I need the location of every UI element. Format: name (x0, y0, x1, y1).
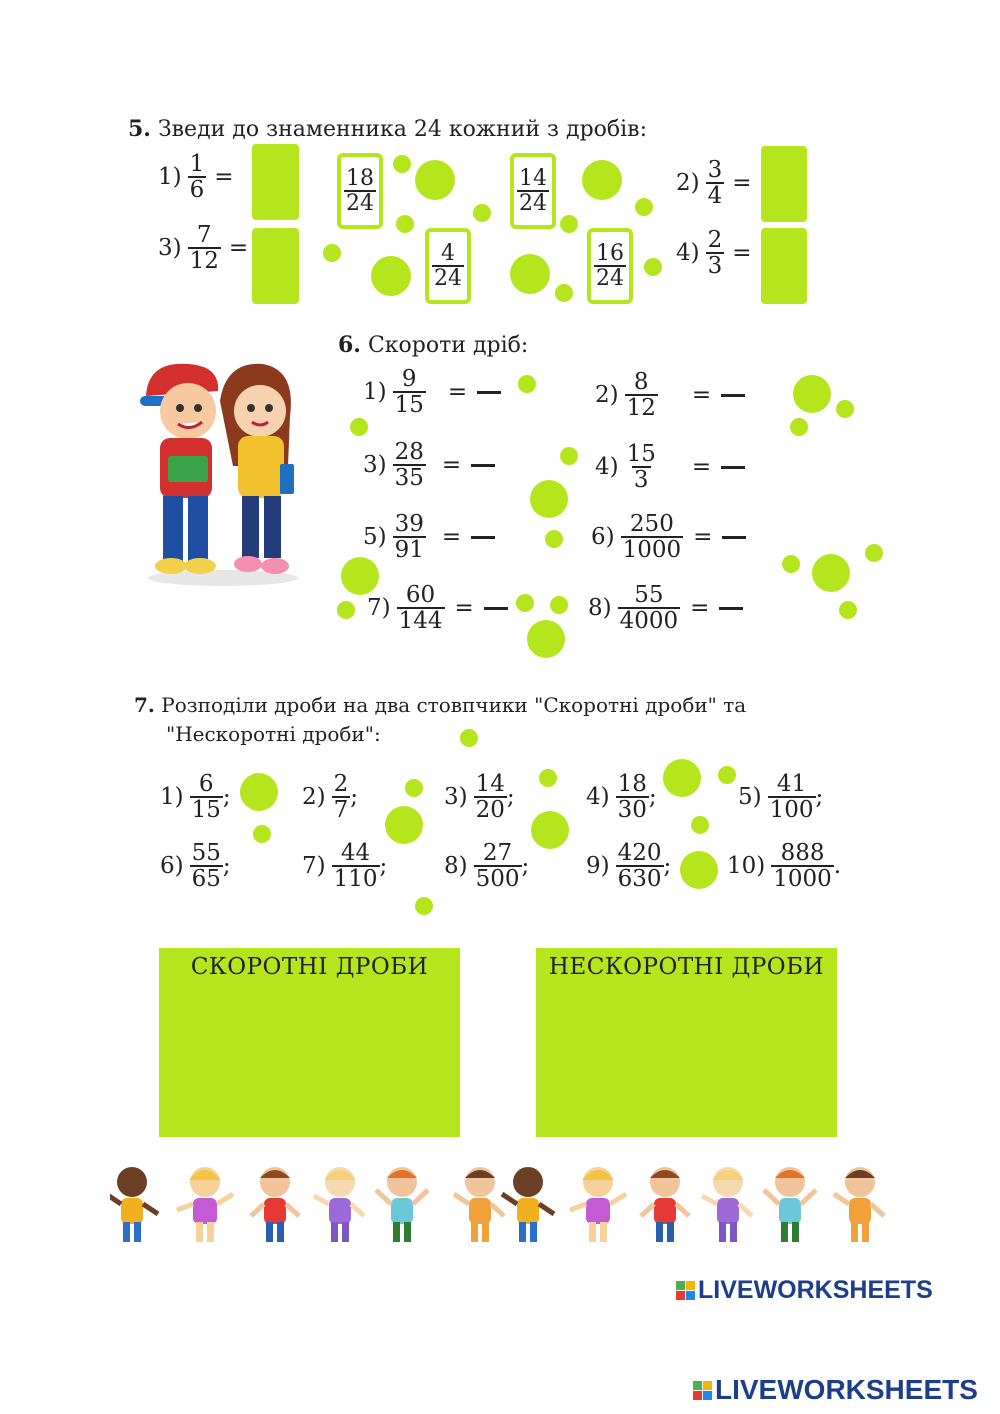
denominator: 24 (596, 266, 624, 291)
numerator: 55 (191, 840, 221, 866)
task6-item-5 (363, 512, 495, 562)
decor-dot (460, 729, 478, 747)
denominator: 15 (394, 392, 424, 419)
numerator: 14 (475, 771, 505, 797)
denominator: 30 (617, 797, 647, 824)
denominator: 6 (189, 177, 205, 204)
task6-item-8 (588, 583, 743, 633)
kids-illustration (138, 356, 308, 588)
decor-dot (473, 204, 491, 222)
denominator: 35 (394, 465, 424, 492)
separator: ; (648, 784, 657, 811)
task6-item-4 (595, 442, 745, 492)
task7-number: 7. (134, 693, 155, 717)
denominator: 1000 (773, 866, 832, 893)
denominator: 100 (769, 797, 814, 824)
decor-dot (550, 596, 568, 614)
denominator: 7 (333, 797, 349, 824)
item-label: 3) (158, 235, 182, 262)
logo-mark-icon (676, 1281, 695, 1300)
decor-dot (253, 825, 271, 843)
answer-blank[interactable] (477, 391, 501, 394)
denominator: 24 (346, 191, 374, 216)
numerator: 250 (629, 511, 674, 537)
equals-sign: = (441, 524, 462, 551)
denominator: 1000 (622, 537, 682, 564)
decor-dot (530, 480, 568, 518)
decor-dot (385, 806, 423, 844)
task7-item-8[interactable] (444, 841, 529, 891)
numerator: 60 (405, 582, 436, 608)
fraction (616, 841, 664, 891)
decor-dot (415, 897, 433, 915)
denominator: 3 (707, 253, 723, 280)
task7-item-10[interactable] (727, 841, 841, 891)
numerator: 888 (780, 840, 825, 866)
numerator: 8 (633, 369, 649, 395)
logo-text: LIVEWORKSHEETS (715, 1374, 978, 1405)
decor-dot (510, 254, 550, 294)
item-label: 6) (160, 853, 184, 880)
drop-zone-irreducible[interactable] (536, 948, 837, 1137)
answer-blank[interactable] (721, 394, 745, 397)
denominator: 20 (475, 797, 505, 824)
denominator: 15 (191, 797, 221, 824)
numerator: 9 (401, 366, 417, 392)
denominator: 500 (475, 866, 520, 893)
drop-zone-reducible[interactable] (159, 948, 460, 1137)
item-label: 8) (444, 853, 468, 880)
numerator: 44 (340, 840, 371, 866)
item-label: 8) (588, 595, 612, 622)
item-label: 5) (363, 524, 387, 551)
decor-dot (644, 258, 662, 276)
denominator: 65 (191, 866, 221, 893)
fraction (625, 370, 658, 420)
decor-dot (812, 554, 850, 592)
fraction (474, 841, 522, 891)
fraction (344, 167, 376, 215)
fraction (432, 242, 464, 290)
numerator: 39 (394, 511, 424, 537)
task7-item-4[interactable] (586, 772, 657, 822)
denominator: 630 (617, 866, 662, 893)
task7-item-2[interactable] (302, 772, 358, 822)
fraction (332, 841, 380, 891)
column-title-irreducible: НЕСКОРОТНІ ДРОБИ (548, 954, 825, 980)
denominator: 24 (434, 266, 462, 291)
decor-dot (782, 555, 800, 573)
drag-tile-2[interactable] (510, 153, 556, 229)
denominator: 4000 (619, 608, 679, 635)
item-label: 3) (444, 784, 468, 811)
separator: ; (506, 784, 515, 811)
denominator: 144 (398, 608, 443, 635)
item-label: 1) (160, 784, 184, 811)
equals-sign: = (690, 595, 710, 622)
item-label: 1) (363, 379, 387, 406)
decor-dot (663, 759, 701, 797)
task7-item-5[interactable] (738, 772, 823, 822)
equals-sign: = (732, 240, 752, 267)
answer-blank[interactable] (471, 464, 495, 467)
task6-item-6 (591, 512, 746, 562)
answer-box-2[interactable] (761, 146, 807, 222)
fraction (393, 367, 426, 417)
decor-dot (371, 256, 411, 296)
numerator: 2 (707, 227, 723, 253)
decor-dot (341, 557, 379, 595)
task7-title-line1: Розподіли дроби на два стовпчики "Скоротні дроби" та (161, 693, 747, 717)
item-label: 4) (595, 454, 619, 481)
decor-dot (560, 215, 578, 233)
numerator: 55 (634, 582, 664, 608)
task7-item-1[interactable] (160, 772, 231, 822)
decor-dot (393, 155, 411, 173)
separator: ; (663, 853, 672, 880)
column-title-reducible: СКОРОТНІ ДРОБИ (190, 954, 429, 980)
numerator: 18 (617, 771, 647, 797)
fraction (706, 158, 725, 208)
answer-blank[interactable] (471, 536, 495, 539)
decor-dot (405, 779, 423, 797)
answer-blank[interactable] (719, 607, 743, 610)
answer-blank[interactable] (484, 607, 508, 610)
separator: ; (815, 784, 824, 811)
fraction (621, 512, 684, 562)
fraction (517, 167, 549, 215)
item-label: 9) (586, 853, 610, 880)
task6-item-1 (363, 367, 501, 417)
task5-item-2 (676, 158, 752, 208)
logo-text: LIVEWORKSHEETS (698, 1276, 933, 1304)
task7-item-9[interactable] (586, 841, 671, 891)
equals-sign: = (693, 524, 713, 551)
dancing-kids-illustration (110, 1160, 890, 1250)
separator: ; (222, 853, 231, 880)
decor-dot (836, 400, 854, 418)
fraction (188, 223, 221, 273)
numerator: 16 (596, 240, 624, 266)
denominator: 3 (633, 467, 649, 494)
numerator: 6 (198, 771, 214, 797)
fraction (393, 512, 426, 562)
decor-dot (323, 244, 341, 262)
item-label: 10) (727, 853, 766, 880)
numerator: 27 (482, 840, 513, 866)
decor-dot (839, 601, 857, 619)
decor-dot (793, 375, 831, 413)
denominator: 4 (707, 183, 723, 210)
decor-dot (718, 766, 736, 784)
liveworksheets-logo (676, 1276, 933, 1305)
equals-sign: = (214, 164, 234, 191)
decor-dot (396, 215, 414, 233)
equals-sign: = (732, 170, 752, 197)
denominator: 24 (519, 191, 547, 216)
task6-item-7 (367, 583, 508, 633)
item-label: 7) (367, 595, 391, 622)
denominator: 91 (394, 537, 424, 564)
equals-sign: = (228, 235, 249, 262)
equals-sign: = (447, 379, 468, 406)
fraction (188, 152, 207, 202)
fraction (618, 583, 681, 633)
separator: ; (350, 784, 358, 811)
numerator: 1 (189, 151, 205, 177)
item-label: 5) (738, 784, 762, 811)
fraction (594, 242, 626, 290)
denominator: 12 (189, 248, 219, 275)
task5-item-4 (676, 228, 752, 278)
separator: . (833, 853, 842, 880)
numerator: 41 (776, 771, 807, 797)
task7-title-line2: "Нескоротні дроби": (166, 722, 381, 746)
drag-tile-3[interactable] (425, 228, 471, 304)
item-label: 3) (363, 452, 387, 479)
numerator: 420 (617, 840, 662, 866)
task5-title-text: Зведи до знаменника 24 кожний з дробів: (157, 117, 647, 142)
equals-sign: = (441, 452, 462, 479)
fraction (474, 772, 507, 822)
numerator: 14 (519, 165, 547, 191)
numerator: 15 (626, 441, 656, 467)
item-label: 6) (591, 524, 615, 551)
item-label: 2) (302, 784, 326, 811)
task7-item-6[interactable] (160, 841, 231, 891)
item-label: 2) (595, 382, 619, 409)
decor-dot (582, 160, 622, 200)
equals-sign: = (691, 454, 712, 481)
decor-dot (680, 851, 718, 889)
numerator: 18 (346, 165, 374, 191)
fraction (190, 841, 223, 891)
numerator: 2 (333, 771, 349, 797)
answer-box-4[interactable] (761, 228, 807, 304)
item-label: 4) (586, 784, 610, 811)
decor-dot (415, 160, 455, 200)
drag-tile-4[interactable] (587, 228, 633, 304)
fraction (706, 228, 725, 278)
task6-item-3 (363, 440, 495, 490)
task5-number: 5. (128, 116, 151, 142)
numerator: 7 (196, 222, 212, 248)
fraction (771, 841, 834, 891)
task6-number: 6. (338, 332, 361, 358)
task5-item-3 (158, 223, 248, 273)
item-label: 1) (158, 164, 182, 191)
task5-item-1 (158, 152, 234, 202)
denominator: 12 (626, 395, 656, 422)
fraction (393, 440, 426, 490)
answer-blank[interactable] (722, 536, 746, 539)
logo-mark-icon (693, 1381, 712, 1400)
decor-dot (635, 198, 653, 216)
fraction (625, 442, 658, 492)
decor-dot (691, 816, 709, 834)
decor-dot (545, 530, 563, 548)
answer-box-3[interactable] (252, 228, 299, 304)
denominator: 110 (333, 866, 378, 893)
separator: ; (521, 853, 530, 880)
task5-title (128, 116, 647, 142)
item-label: 7) (302, 853, 326, 880)
decor-dot (516, 594, 534, 612)
answer-box-1[interactable] (252, 144, 299, 220)
equals-sign: = (691, 382, 712, 409)
separator: ; (222, 784, 231, 811)
fraction (332, 772, 351, 822)
liveworksheets-footer-logo (693, 1374, 978, 1406)
numerator: 3 (707, 157, 723, 183)
decor-dot (790, 418, 808, 436)
task7-title (134, 693, 746, 717)
fraction (190, 772, 223, 822)
fraction (397, 583, 445, 633)
drag-tile-1[interactable] (337, 153, 383, 229)
decor-dot (531, 811, 569, 849)
decor-dot (539, 769, 557, 787)
decor-dot (337, 601, 355, 619)
task7-item-3[interactable] (444, 772, 515, 822)
item-label: 4) (676, 240, 700, 267)
fraction (616, 772, 649, 822)
fraction (768, 772, 816, 822)
answer-blank[interactable] (721, 466, 745, 469)
numerator: 28 (394, 439, 424, 465)
decor-dot (527, 620, 565, 658)
decor-dot (555, 284, 573, 302)
task7-item-7[interactable] (302, 841, 387, 891)
decor-dot (518, 375, 536, 393)
decor-dot (560, 447, 578, 465)
decor-dot (865, 544, 883, 562)
numerator: 4 (441, 240, 455, 266)
item-label: 2) (676, 170, 700, 197)
separator: ; (379, 853, 388, 880)
decor-dot (240, 773, 278, 811)
equals-sign: = (454, 595, 474, 622)
task6-title-text: Скороти дріб: (367, 333, 529, 358)
task6-item-2 (595, 370, 745, 420)
decor-dot (350, 418, 368, 436)
task6-title (338, 332, 528, 358)
